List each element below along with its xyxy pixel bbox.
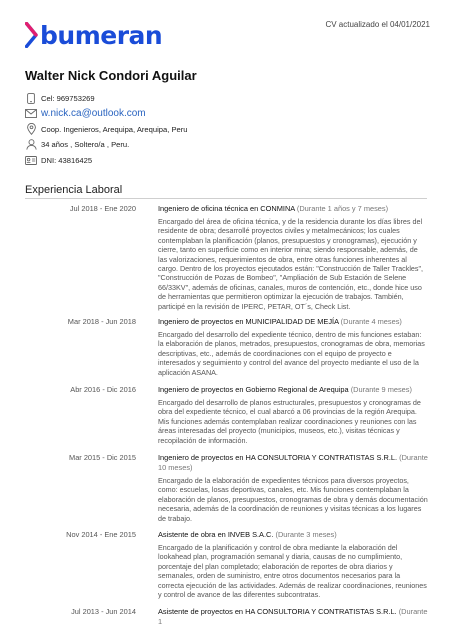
experience-title-line (158, 317, 428, 327)
location-pin-icon (25, 123, 37, 135)
experience-date: Jul 2018 - Ene 2020 (69, 204, 136, 213)
experience-date: Mar 2018 - Jun 2018 (67, 317, 136, 326)
experience-description: Encargado del desarrollo de planos estructurales, presupuestos y cronogramas de obra del expediente técnico, el cual abarcó a 06 provincias de la región Arequipa. Mis funciones además contemplaban realizar coordinaciones y reuniones con las áreas interesadas del proyecto (municipios, museos, etc.), visitas técnicas y recopilación de información. (158, 398, 421, 445)
experience-description: Encargado del desarrollo del expediente técnico, dentro de mis funciones estaban: la elaboración de planos, metrados, presupuestos, cronogramas de obra, memorias descriptivas, etc., además de coordinaciones con el equipo de proyecto e interesados y seguimiento y control del avance del proyecto mediante el uso de la aplicación ASANA. (158, 330, 425, 377)
contact-address-row (25, 122, 188, 136)
experience-date: Mar 2015 - Dic 2015 (69, 453, 136, 462)
experience-title: Asistente de obra en INVEB S.A.C. (158, 530, 274, 539)
phone-number: Cel: 969753269 (41, 93, 95, 103)
experience-duration: (Durante 9 meses) (350, 385, 412, 394)
mail-icon (25, 108, 37, 120)
experience-title: Asistente de proyectos en HA CONSULTORIA Y CONTRATISTAS S.R.L. (158, 607, 397, 616)
experience-title: Ingeniero de proyectos en Gobierno Regional de Arequipa (158, 385, 349, 394)
experience-title: Ingeniero de oficina técnica en CONMINA (158, 204, 295, 213)
experience-date: Jul 2013 - Jun 2014 (71, 607, 136, 616)
email-link[interactable]: w.nick.ca@outlook.com (41, 108, 146, 119)
experience-description: Encargado del área de oficina técnica, y de la residencia durante los días libres del residente de obra; desarrollé proyectos civiles y metalmecánicos; los cuales contemplaban la planificación (planos, presupuestos y cronogramas), ejecución y cierre, tanto en superficie como en interior mina; siendo responsable, además, de las valorizaciones, requerimientos de obra, entre otras funciones inherentes al cargo. Dentro de los proyectos ejecutados están: "Construcción de Taller Trackles", "Construcción de Pozas de Bombeo", "Ampliación de Sub Estación de Selene 66/33KV", además de oficinas, canales, muros de contención, etc., donde hice uso de herramientas que permitieron optimizar la ejecución de trabajos. También, participé en la revisión de IPERC, PETAR, OT´s, Check List. (158, 217, 424, 311)
bumeran-chevron-icon (25, 22, 38, 48)
phone-icon (25, 92, 37, 104)
cv-updated-date: CV actualizado el 04/01/2021 (325, 20, 430, 29)
candidate-name: Walter Nick Condori Aguilar (25, 68, 197, 83)
section-title: Experiencia Laboral (25, 184, 123, 196)
experience-duration: (Durante 1 (158, 607, 428, 626)
experience-duration: (Durante 4 meses) (340, 317, 402, 326)
experience-duration: (Durante 1 años y 7 meses) (296, 204, 389, 213)
experience-description: Encargado de la planificación y control de obra mediante la elaboración del lookahead plan, programación semanal y diaria, causas de no cumplimiento, porcentaje del plan completado; elaboración de reportes de obra diarios y semanales, orden de suministro, entre otros documentos necesarios para la correcta ejecución de las actividades. Además de realizar coordinaciones, reuniones y control de avance de las diferentes subcontratas. (158, 543, 427, 600)
experience-duration: (Durante 10 meses) (158, 453, 428, 472)
dni-number: DNI: 43816425 (41, 155, 93, 165)
person-icon (25, 139, 37, 151)
experience-title-line (158, 385, 428, 395)
experience-title-line (158, 530, 428, 540)
section-divider (25, 198, 427, 199)
experience-duration: (Durante 3 meses) (275, 530, 337, 539)
contact-phone-row (25, 91, 188, 105)
experience-date: Abr 2016 - Dic 2016 (70, 385, 136, 394)
contact-info (25, 91, 188, 169)
age-status: 34 años , Soltero/a , Peru. (41, 140, 130, 149)
experience-title-line (158, 204, 428, 214)
bumeran-logo (25, 22, 162, 48)
experience-title: Ingeniero de proyectos en HA CONSULTORIA Y CONTRATISTAS S.R.L. (158, 453, 398, 462)
contact-email-row (25, 107, 188, 121)
brand-name: bumeran (40, 20, 163, 50)
experience-description: Encargado de la elaboración de expedientes técnicos para diversos proyectos, como: escuelas, losas deportivas, canales, etc. Mis funciones contemplaban la elaboración de planos, presupuestos, cronogramas de obra y demás documentación necesaria, además de la coordinación de reuniones y visitas técnicas a los lugares de trabajo. (158, 476, 428, 523)
contact-dni-row (25, 153, 188, 167)
experience-date: Nov 2014 - Ene 2015 (66, 530, 136, 539)
contact-age-row (25, 138, 188, 152)
experience-title-line (158, 607, 428, 627)
address: Coop. Ingenieros, Arequipa, Arequipa, Peru (41, 124, 188, 134)
experience-title: Ingeniero de proyectos en MUNICIPALIDAD DE MEJÍA (158, 317, 339, 326)
experience-title-line (158, 453, 428, 473)
id-card-icon (25, 154, 37, 166)
